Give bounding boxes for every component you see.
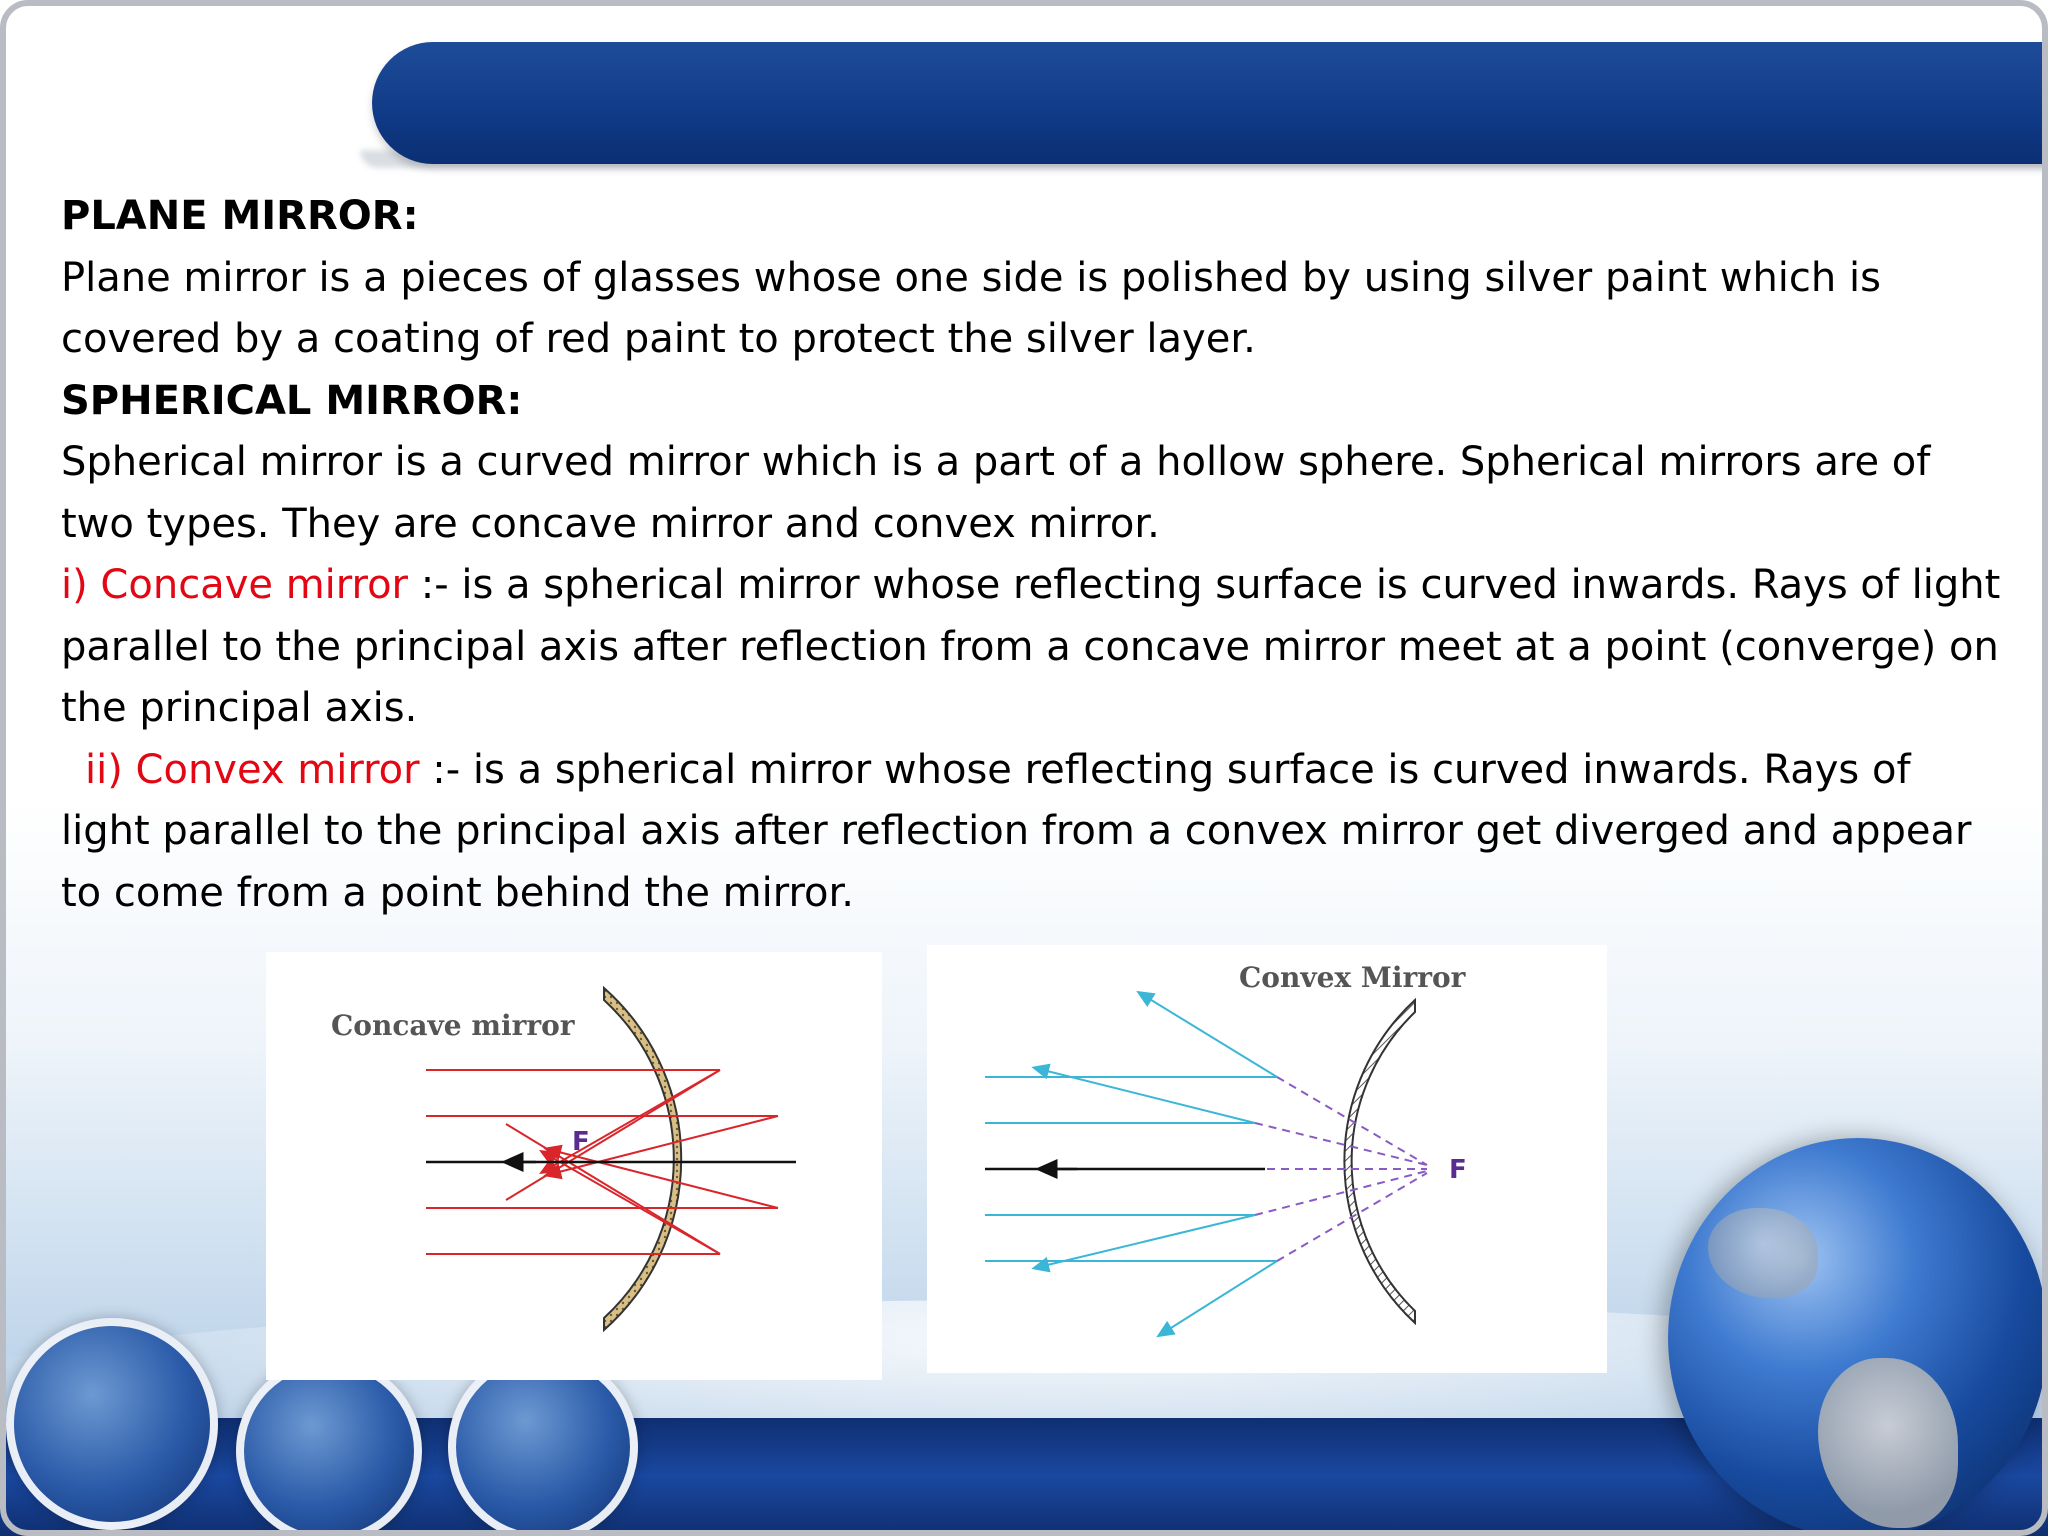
spherical-mirror-heading: SPHERICAL MIRROR:	[61, 377, 523, 424]
globe-land	[1818, 1358, 1958, 1528]
decor-bubble-ship	[236, 1358, 422, 1536]
concave-diagram-title: Concave mirror	[331, 1009, 575, 1042]
convex-mirror-shape	[1344, 1000, 1415, 1323]
convex-mirror-label: ii) Convex mirror	[85, 746, 420, 793]
plane-mirror-text: Plane mirror is a pieces of glasses whose one side is polished by using silver paint which is covered by a coating of red paint to protect the silver layer.	[61, 254, 1881, 362]
convex-mirror-diagram	[927, 945, 1607, 1373]
convex-diagram-svg	[927, 945, 1607, 1373]
convex-virtual-rays	[1255, 1077, 1427, 1261]
title-bar	[372, 42, 2048, 164]
slide-body	[61, 186, 2001, 924]
concave-mirror-shape	[604, 988, 681, 1330]
decor-bubble-truck	[6, 1318, 218, 1530]
concave-mirror-text: :- is a spherical mirror whose reflecting surface is curved inwards. Rays of light parallel to the principal axis after reflection from a concave mirror meet at a point (converge) on the principal axis.	[61, 562, 2001, 731]
convex-mirror-paragraph	[61, 740, 2001, 925]
convex-reflected-rays	[1039, 995, 1277, 1333]
concave-mirror-diagram	[266, 952, 882, 1380]
globe-land	[1708, 1208, 1818, 1298]
convex-mirror-text: :- is a spherical mirror whose reflecting surface is curved inwards. Rays of light parallel to the principal axis after reflection from a convex mirror get diverged and appear to come from a point behind the mirror.	[61, 746, 1972, 916]
spherical-mirror-text: Spherical mirror is a curved mirror which is a part of a hollow sphere. Spherical mirrors are of two types. They are concave mirror and convex mirror.	[61, 439, 1931, 547]
globe-image	[1668, 1138, 2048, 1536]
concave-diagram-svg	[266, 952, 882, 1380]
concave-focus-label: F	[572, 1127, 590, 1157]
convex-diagram-title: Convex Mirror	[1239, 961, 1466, 994]
concave-mirror-label: i) Concave mirror	[61, 562, 408, 608]
plane-mirror-heading: PLANE MIRROR:	[61, 193, 419, 239]
concave-mirror-paragraph	[61, 555, 2001, 740]
convex-focus-label: F	[1449, 1155, 1467, 1185]
